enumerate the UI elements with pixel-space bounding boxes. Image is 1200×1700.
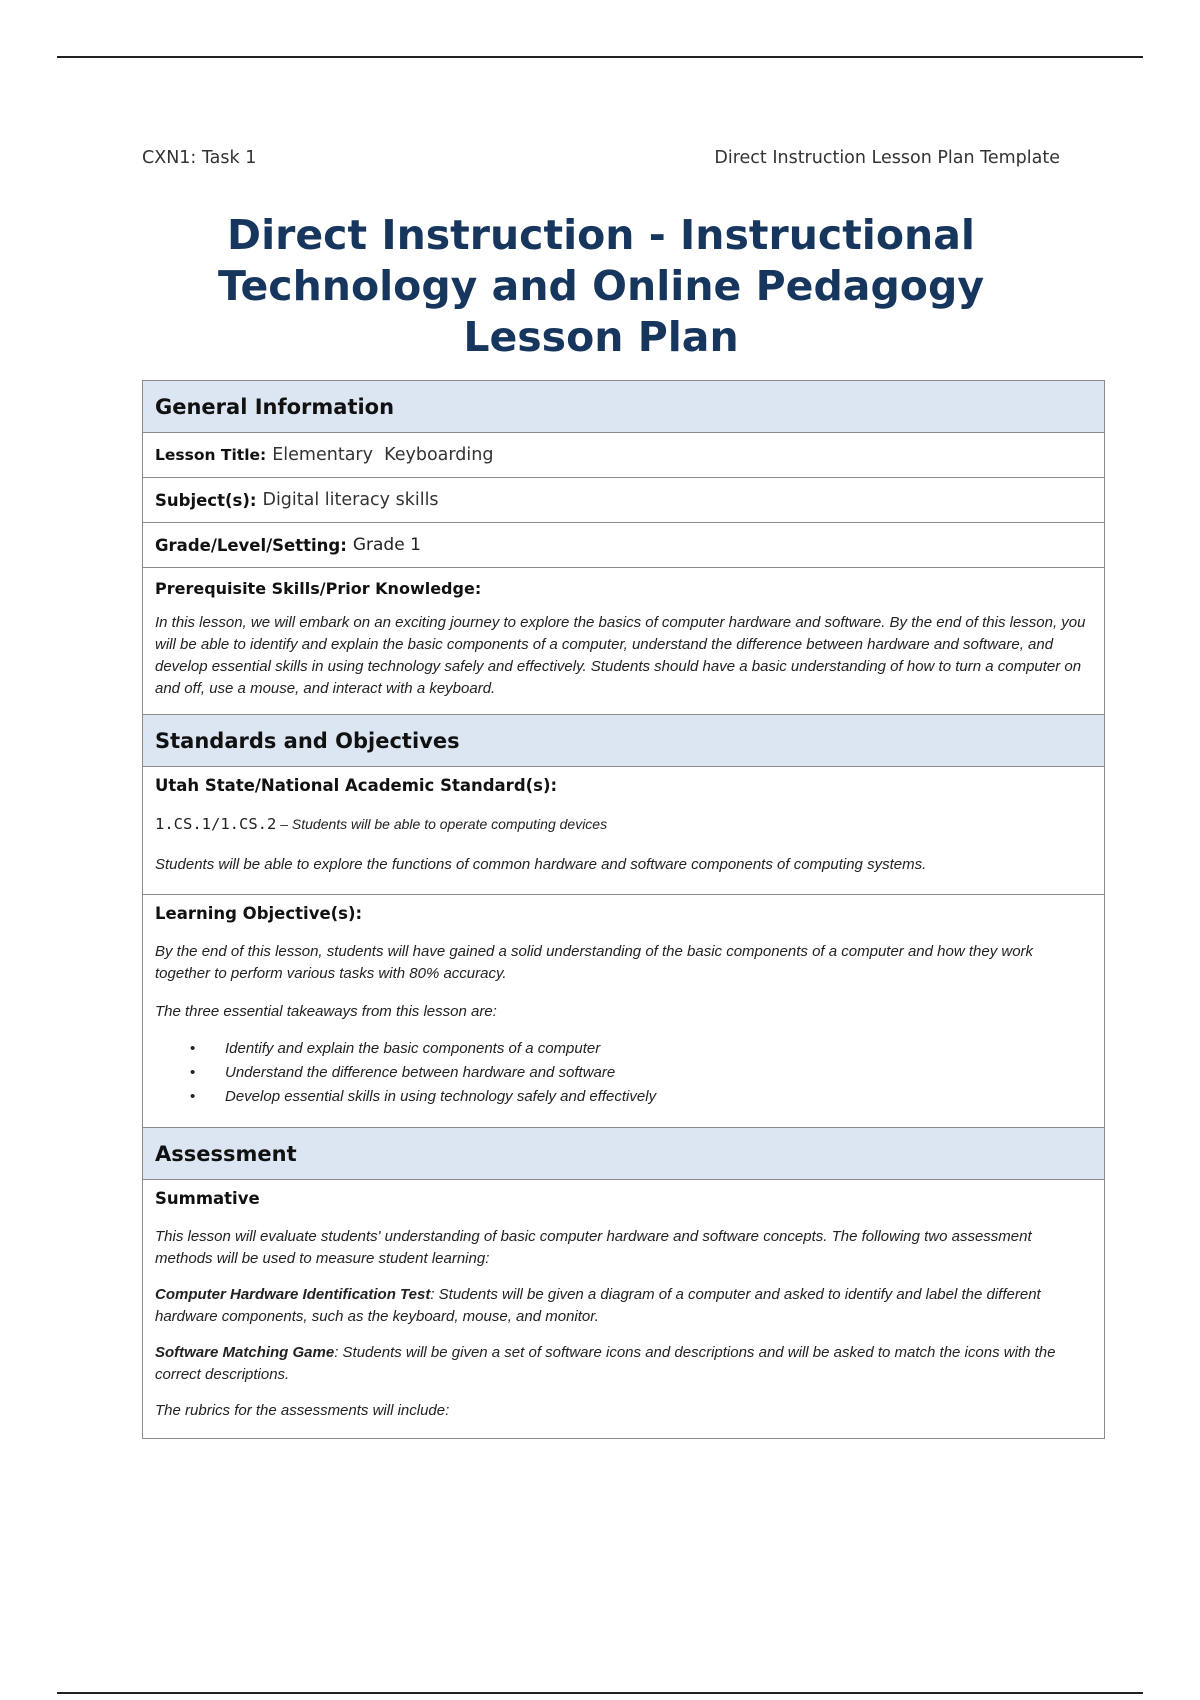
software-game-text: : Students will be given a set of software icons and descriptions and will be asked to match the icons with the correct descriptions.: [155, 1344, 1056, 1383]
prerequisite-label: Prerequisite Skills/Prior Knowledge:: [155, 579, 482, 598]
lesson-plan-table: [142, 380, 1105, 1439]
software-game-paragraph: [155, 1342, 1092, 1386]
standard-line: [155, 813, 1092, 836]
title-line-3: Lesson Plan: [463, 313, 739, 361]
standards-row: [143, 767, 1104, 895]
list-item: • Identify and explain the basic components of a computer: [190, 1040, 601, 1057]
takeaways-intro: The three essential takeaways from this lesson are:: [155, 1003, 497, 1020]
grade-row: [143, 523, 1104, 568]
subjects-value: Digital literacy skills: [262, 490, 439, 510]
top-rule: [57, 56, 1143, 58]
hardware-test-text: : Students will be given a diagram of a computer and asked to identify and label the different hardware components, such as the keyboard, mouse, and monitor.: [155, 1286, 1041, 1325]
objective-label: Learning Objective(s):: [155, 904, 363, 923]
subjects-row: [143, 478, 1104, 523]
standard-code: 1.CS.1/1.CS.2: [155, 815, 277, 833]
standard-text-2: Students will be able to explore the functions of common hardware and software components of computing systems.: [155, 856, 927, 873]
standard-label: Utah State/National Academic Standard(s):: [155, 776, 558, 795]
document-title: [142, 210, 1060, 363]
section-standards-objectives: Standards and Objectives: [143, 715, 1104, 767]
grade-value: Grade 1: [352, 535, 421, 555]
list-item: • Develop essential skills in using technology safely and effectively: [190, 1088, 657, 1105]
summative-label: Summative: [155, 1189, 260, 1208]
header-task-label: CXN1: Task 1: [142, 148, 257, 168]
lesson-title-value: Elementary Keyboarding: [272, 445, 494, 465]
section-assessment: Assessment: [143, 1128, 1104, 1180]
software-game-title: Software Matching Game: [155, 1344, 335, 1361]
bottom-rule: [57, 1692, 1143, 1694]
lesson-title-row: [143, 433, 1104, 478]
grade-label: Grade/Level/Setting:: [155, 535, 347, 555]
section-general-information: General Information: [143, 381, 1104, 433]
prerequisite-row: [143, 568, 1104, 715]
hardware-test-paragraph: [155, 1284, 1092, 1328]
objectives-row: [143, 895, 1104, 1128]
title-line-1: Direct Instruction - Instructional: [227, 211, 975, 259]
summative-row: [143, 1180, 1104, 1438]
subjects-label: Subject(s):: [155, 490, 257, 510]
assessment-intro: This lesson will evaluate students' understanding of basic computer hardware and software concepts. The following two assessment methods will be used to measure student learning:: [155, 1228, 1032, 1267]
header-template-label: Direct Instruction Lesson Plan Template: [714, 148, 1060, 168]
rubrics-text: The rubrics for the assessments will include:: [155, 1402, 450, 1419]
standard-desc: – Students will be able to operate computing devices: [276, 816, 608, 832]
lesson-title-label: Lesson Title:: [155, 446, 267, 464]
list-item: • Understand the difference between hardware and software: [190, 1064, 616, 1081]
hardware-test-title: Computer Hardware Identification Test: [155, 1286, 431, 1303]
takeaways-list: [155, 1037, 1092, 1109]
prerequisite-text: In this lesson, we will embark on an exciting journey to explore the basics of computer hardware and software. By the end of this lesson, you will be able to identify and explain the basic components of a computer, understand the difference between hardware and software, and develop essential skills in using technology safely and effectively. Students should have a basic understanding of how to turn a computer on and off, use a mouse, and interact with a keyboard.: [155, 614, 1086, 697]
objective-text: By the end of this lesson, students will have gained a solid understanding of the basic components of a computer and how they work together to perform various tasks with 80% accuracy.: [155, 943, 1034, 982]
title-line-2: Technology and Online Pedagogy: [217, 262, 985, 310]
